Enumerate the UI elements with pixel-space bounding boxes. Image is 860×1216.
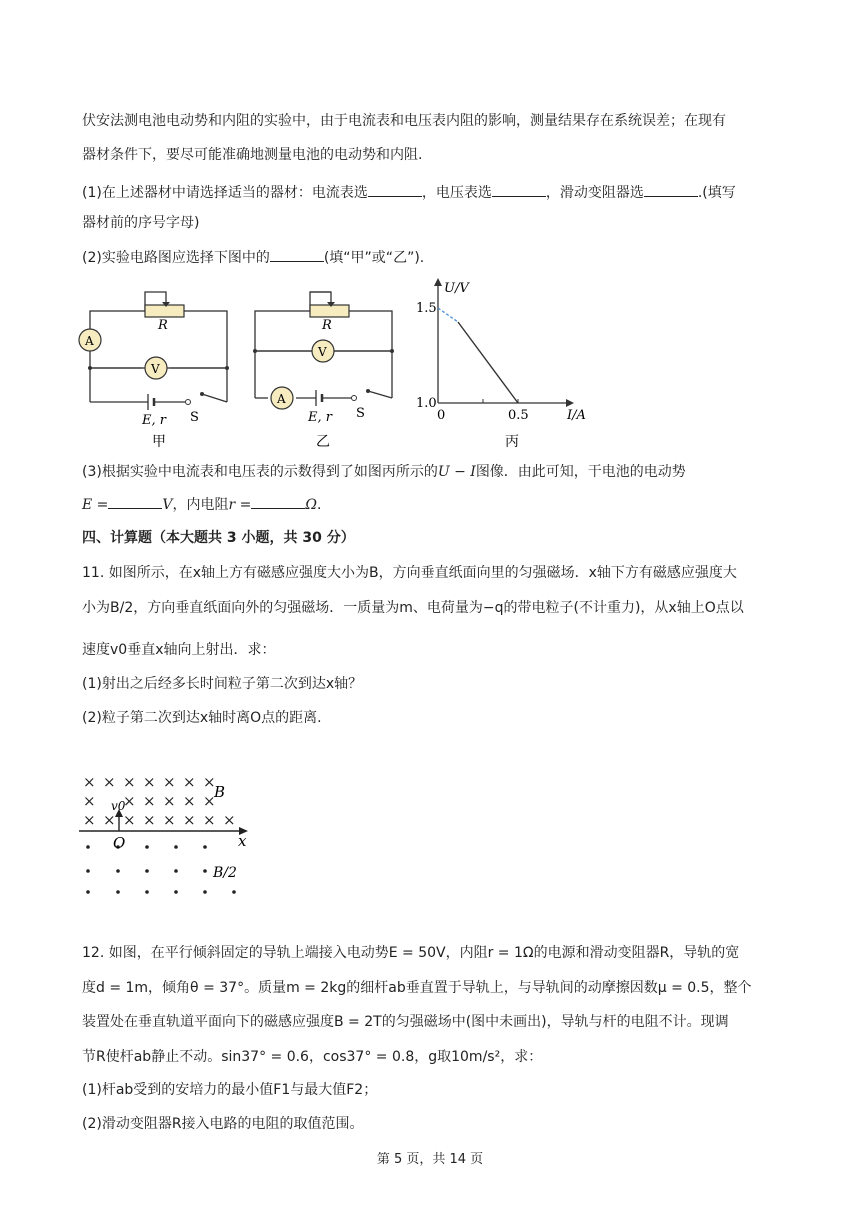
page-footer: 第 5 页，共 14 页 xyxy=(376,1152,484,1167)
field-into-page-mark: × xyxy=(183,773,196,791)
field-into-page-mark: × xyxy=(183,792,196,810)
field-into-page-mark: × xyxy=(203,792,216,810)
label-v0: v0 xyxy=(111,799,126,813)
blank-resistance xyxy=(251,508,305,509)
field-out-of-page-mark xyxy=(116,869,120,873)
resistor-yi xyxy=(310,305,349,317)
label-b: B xyxy=(214,783,226,801)
field-into-page-mark: × xyxy=(83,811,96,829)
label-x: x xyxy=(238,832,247,850)
field-into-page-mark: × xyxy=(163,811,176,829)
problem-12-q2: (2)滑动变阻器R接入电路的电阻的取值范围。 xyxy=(82,1116,364,1132)
field-into-page-mark: × xyxy=(203,811,216,829)
field-into-page-mark: × xyxy=(103,773,116,791)
field-into-page-mark: × xyxy=(143,792,156,810)
i-axis-label: I/A xyxy=(567,408,586,423)
field-into-page-mark: × xyxy=(143,773,156,791)
problem-11-line-2: 小为B/2，方向垂直纸面向外的匀强磁场．一质量为m、电荷量为−q的带电粒子(不计重力)，从x轴上O点以 xyxy=(82,600,744,616)
switch-yi xyxy=(352,396,357,401)
field-into-page-mark: × xyxy=(83,792,96,810)
label-er-yi: E, r xyxy=(308,410,332,425)
field-into-page-mark: × xyxy=(123,773,136,791)
field-into-page-mark: × xyxy=(163,773,176,791)
problem-12-line-3: 装置处在垂直轨道平面向下的磁感应强度B = 2T的匀强磁场中(图中未画出)，导轨与杆的电阻不计。现调 xyxy=(82,1014,729,1030)
field-out-of-page-mark xyxy=(86,869,90,873)
field-into-page-mark: × xyxy=(223,811,236,829)
caption-jia: 甲 xyxy=(152,434,166,450)
problem-12-line-1: 12. 如图，在平行倾斜固定的导轨上端接入电动势E = 50V，内阻r = 1Ω的电源和滑动变阻器R，导轨的宽 xyxy=(82,945,740,961)
ui-graph xyxy=(416,278,586,450)
field-into-page-mark: × xyxy=(83,773,96,791)
label-s-yi: S xyxy=(356,406,365,421)
label-v-jia: V xyxy=(151,362,160,376)
label-o: O xyxy=(113,834,126,852)
intro-line-2: 器材条件下，要尽可能准确地测量电池的电动势和内阻. xyxy=(82,147,423,163)
problem-11-q1: (1)射出之后经多长时间粒子第二次到达x轴？ xyxy=(82,676,363,692)
label-r-jia: R xyxy=(158,318,168,333)
field-out-of-page-mark xyxy=(145,869,149,873)
label-a-yi: A xyxy=(277,392,286,406)
problem-11-line-3: 速度v0垂直x轴向上射出．求： xyxy=(82,642,276,658)
field-out-of-page-mark xyxy=(86,890,90,894)
label-a-jia: A xyxy=(85,334,94,348)
y-tick-bottom: 1.0 xyxy=(416,396,437,411)
field-out-of-page-mark xyxy=(145,890,149,894)
field-into-page-mark: × xyxy=(183,811,196,829)
extrapolated-line xyxy=(438,308,458,322)
x-tick-05: 0.5 xyxy=(508,408,529,423)
label-v-yi: V xyxy=(318,345,327,359)
circuit-figures xyxy=(70,276,610,456)
field-out-of-page-mark xyxy=(232,890,236,894)
intro-line-1: 伏安法测电池电动势和内阻的实验中，由于电流表和电压表内阻的影响，测量结果存在系统误差；在现有 xyxy=(82,113,726,129)
question-2: (2)实验电路图应选择下图中的 (填“甲”或“乙”). xyxy=(82,250,425,266)
field-into-page-mark: × xyxy=(103,811,116,829)
field-out-of-page-mark xyxy=(116,890,120,894)
blank-emf xyxy=(108,508,162,509)
field-into-page-mark: × xyxy=(163,792,176,810)
field-out-of-page-mark xyxy=(174,845,178,849)
switch-jia xyxy=(186,400,191,405)
label-r-yi: R xyxy=(322,318,332,333)
problem-12-line-2: 度d = 1m，倾角θ = 37°。质量m = 2kg的细杆ab垂直置于导轨上，与导轨间的动摩擦因数μ = 0.5，整个 xyxy=(82,980,752,996)
problem-12-q1: (1)杆ab受到的安培力的最小值F1与最大值F2； xyxy=(82,1082,378,1098)
y-tick-top: 1.5 xyxy=(416,301,437,316)
question-1: (1)在上述器材中请选择适当的器材：电流表选 ，电压表选 ，滑动变阻器选 .(填写 xyxy=(82,185,736,201)
field-into-page-mark: × xyxy=(203,773,216,791)
caption-yi: 乙 xyxy=(316,434,330,450)
field-out-of-page-mark xyxy=(86,845,90,849)
label-er-jia: E, r xyxy=(142,413,166,428)
field-out-of-page-mark xyxy=(174,890,178,894)
section-heading: 四、计算题（本大题共 3 小题，共 30 分） xyxy=(82,530,355,546)
problem-11-line-1: 11. 如图所示，在x轴上方有磁感应强度大小为B，方向垂直纸面向里的匀强磁场．x轴下方有磁感应强度大 xyxy=(82,565,737,581)
field-into-page-mark: × xyxy=(123,792,136,810)
field-out-of-page-mark xyxy=(203,869,207,873)
question-1-line-2: 器材前的序号字母) xyxy=(82,215,200,231)
resistor-jia xyxy=(145,305,184,317)
u-axis-label: U/V xyxy=(444,281,469,296)
blank-circuit xyxy=(270,261,324,262)
field-into-page-mark: × xyxy=(143,811,156,829)
x-tick-0: 0 xyxy=(437,408,446,423)
problem-12-line-4: 节R使杆ab静止不动。sin37° = 0.6，cos37° = 0.8，g取10m/s²，求： xyxy=(82,1049,543,1065)
field-out-of-page-mark xyxy=(145,845,149,849)
blank-ammeter xyxy=(368,196,422,197)
question-3: (3)根据实验中电流表和电压表的示数得到了如图丙所示的U − I图像．由此可知，干电池的电动势 xyxy=(82,464,686,480)
field-out-of-page-mark xyxy=(203,890,207,894)
field-into-page-mark: × xyxy=(123,811,136,829)
label-b-half: B/2 xyxy=(213,865,237,881)
caption-bing: 丙 xyxy=(505,434,519,450)
ui-line xyxy=(458,322,518,403)
field-out-of-page-mark xyxy=(174,869,178,873)
field-out-of-page-mark xyxy=(203,845,207,849)
question-3-line-2: E = V，内电阻r = Ω. xyxy=(82,497,322,513)
problem-11-q2: (2)粒子第二次到达x轴时离O点的距离. xyxy=(82,710,322,726)
blank-rheostat xyxy=(644,196,698,197)
label-s-jia: S xyxy=(190,410,199,425)
magnetic-field-figure xyxy=(75,772,265,902)
blank-voltmeter xyxy=(492,196,546,197)
